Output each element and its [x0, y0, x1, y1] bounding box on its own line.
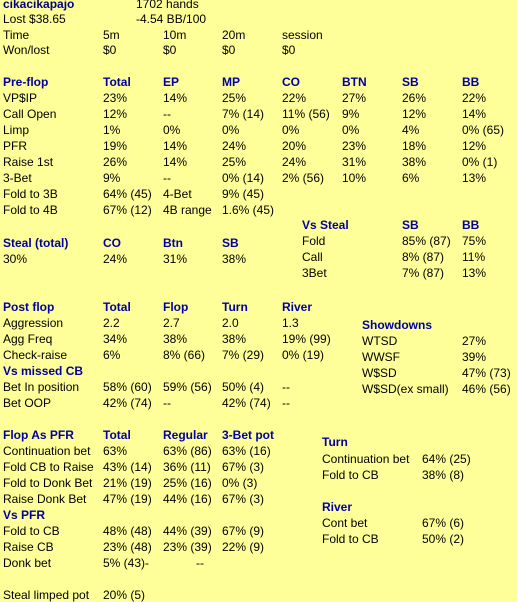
- vs-pfr-cell: 5% (43)-: [103, 556, 150, 570]
- flop-pfr-cell: 63%: [103, 444, 128, 458]
- postflop-cell: 6%: [103, 348, 121, 362]
- vs-pfr-title: Vs PFR: [3, 508, 46, 522]
- postflop-cell: 7% (29): [222, 348, 265, 362]
- preflop-row-label: Raise 1st: [3, 155, 54, 169]
- preflop-cell: 27%: [342, 91, 367, 105]
- preflop-title: Pre-flop: [3, 75, 49, 89]
- preflop-cell: 1%: [103, 123, 121, 137]
- flop-pfr-cell: 44% (16): [163, 492, 212, 506]
- preflop-cell: 25%: [222, 155, 247, 169]
- showdowns-title: Showdowns: [362, 318, 432, 332]
- preflop-row-label: Call Open: [3, 107, 57, 121]
- missed-cb-cell: 59% (56): [163, 380, 212, 394]
- steal-total-title: Steal (total): [3, 236, 69, 250]
- postflop-title: Post flop: [3, 300, 55, 314]
- steal-sb-value: 38%: [222, 252, 247, 266]
- preflop-header-total: Total: [103, 75, 131, 89]
- turn-cell: 38% (8): [422, 468, 465, 482]
- flop-pfr-cell: 63% (16): [222, 444, 271, 458]
- wonlost-10m: $0: [163, 43, 177, 57]
- postflop-row-label: Aggression: [3, 316, 64, 330]
- postflop-cell: 34%: [103, 332, 128, 346]
- preflop-cell: 7% (14): [222, 107, 265, 121]
- preflop-cell: 23%: [103, 91, 128, 105]
- turn-row-label: Continuation bet: [322, 452, 410, 466]
- preflop-cell: 12%: [103, 107, 128, 121]
- preflop-header-co: CO: [282, 75, 300, 89]
- preflop-cell: 24%: [282, 155, 307, 169]
- postflop-row-label: Check-raise: [3, 348, 68, 362]
- preflop-header-bb: BB: [462, 75, 480, 89]
- missed-cb-row-label: Bet In position: [3, 380, 80, 394]
- preflop-cell: 38%: [402, 155, 427, 169]
- preflop-cell: --: [163, 171, 171, 185]
- showdown-row-label: WTSD: [362, 334, 398, 348]
- bb-per-100: -4.54 BB/100: [136, 12, 207, 26]
- missed-cb-cell: 58% (60): [103, 380, 152, 394]
- preflop-cell: 31%: [342, 155, 367, 169]
- vs-steal-cell: 13%: [462, 266, 487, 280]
- preflop-row-label: PFR: [3, 139, 27, 153]
- fold-to-4b-label: Fold to 4B: [3, 203, 58, 217]
- flop-pfr-cell: 0% (3): [222, 476, 258, 490]
- time-20m: 20m: [222, 28, 246, 42]
- preflop-cell: 9%: [103, 171, 121, 185]
- river-row-label: Fold to CB: [322, 532, 379, 546]
- steal-total-value: 30%: [3, 252, 28, 266]
- flop-pfr-header-3bet: 3-Bet pot: [222, 428, 274, 442]
- wonlost-label: Won/lost: [3, 43, 50, 57]
- vs-pfr-cell: 44% (39): [163, 524, 212, 538]
- fold-to-4b-value: 67% (12): [103, 203, 152, 217]
- steal-header-sb: SB: [222, 236, 239, 250]
- steal-header-co: CO: [103, 236, 121, 250]
- vs-steal-row-label: Fold: [302, 234, 326, 248]
- vs-steal-cell: 8% (87): [402, 250, 445, 264]
- 4b-range-value: 1.6% (45): [222, 203, 275, 217]
- preflop-cell: 0% (65): [462, 123, 505, 137]
- preflop-cell: 6%: [402, 171, 420, 185]
- time-session: session: [282, 28, 323, 42]
- wonlost-20m: $0: [222, 43, 236, 57]
- preflop-header-mp: MP: [222, 75, 240, 89]
- wonlost-session: $0: [282, 43, 296, 57]
- missed-cb-cell: 42% (74): [103, 396, 152, 410]
- preflop-cell: 26%: [103, 155, 128, 169]
- steal-btn-value: 31%: [163, 252, 188, 266]
- preflop-cell: 0% (14): [222, 171, 265, 185]
- vs-pfr-cell: 23% (48): [103, 540, 152, 554]
- preflop-cell: 0%: [163, 123, 181, 137]
- preflop-cell: 25%: [222, 91, 247, 105]
- vs-steal-title: Vs Steal: [302, 218, 349, 232]
- player-name: cikacikapajo: [3, 0, 75, 11]
- flop-pfr-row-label: Continuation bet: [3, 444, 91, 458]
- vs-steal-header-sb: SB: [402, 218, 419, 232]
- flop-pfr-cell: 36% (11): [163, 460, 211, 474]
- flop-pfr-header-regular: Regular: [163, 428, 208, 442]
- preflop-cell: 12%: [402, 107, 427, 121]
- preflop-cell: 2% (56): [282, 171, 325, 185]
- river-row-label: Cont bet: [322, 516, 368, 530]
- turn-cell: 64% (25): [422, 452, 471, 466]
- preflop-cell: 24%: [222, 139, 247, 153]
- river-cell: 67% (6): [422, 516, 465, 530]
- preflop-cell: 20%: [282, 139, 307, 153]
- four-bet-label: 4-Bet: [163, 187, 192, 201]
- preflop-cell: 0%: [282, 123, 300, 137]
- vs-pfr-cell: 23% (39): [163, 540, 212, 554]
- vs-steal-row-label: 3Bet: [302, 266, 327, 280]
- flop-pfr-cell: 67% (3): [222, 492, 265, 506]
- postflop-cell: 38%: [222, 332, 247, 346]
- flop-pfr-row-label: Fold CB to Raise: [3, 460, 94, 474]
- fold-to-3b-value: 64% (45): [103, 187, 152, 201]
- 4b-range-label: 4B range: [163, 203, 212, 217]
- missed-cb-cell: --: [282, 380, 290, 394]
- steal-limped-pot-label: Steal limped pot: [3, 588, 90, 602]
- preflop-row-label: 3-Bet: [3, 171, 32, 185]
- missed-cb-cell: 42% (74): [222, 396, 271, 410]
- time-label: Time: [3, 28, 30, 42]
- vs-pfr-row-label: Fold to CB: [3, 524, 60, 538]
- postflop-header-river: River: [282, 300, 313, 314]
- vs-steal-cell: 75%: [462, 234, 487, 248]
- preflop-cell: 14%: [462, 107, 487, 121]
- flop-pfr-title: Flop As PFR: [3, 428, 74, 442]
- postflop-cell: 2.7: [163, 316, 180, 330]
- missed-cb-cell: 50% (4): [222, 380, 265, 394]
- flop-pfr-cell: 67% (3): [222, 460, 265, 474]
- postflop-cell: 1.3: [282, 316, 299, 330]
- preflop-cell: --: [163, 107, 171, 121]
- vs-steal-header-bb: BB: [462, 218, 480, 232]
- missed-cb-cell: --: [282, 396, 290, 410]
- preflop-row-label: VP$IP: [3, 91, 38, 105]
- preflop-cell: 18%: [402, 139, 427, 153]
- vs-steal-row-label: Call: [302, 250, 323, 264]
- showdown-row-label: WWSF: [362, 350, 400, 364]
- postflop-header-turn: Turn: [222, 300, 248, 314]
- steal-header-btn: Btn: [163, 236, 183, 250]
- postflop-row-label: Agg Freq: [3, 332, 53, 346]
- postflop-cell: 2.0: [222, 316, 239, 330]
- vs-pfr-cell: --: [196, 556, 204, 570]
- preflop-cell: 26%: [402, 91, 427, 105]
- preflop-header-sb: SB: [402, 75, 419, 89]
- turn-row-label: Fold to CB: [322, 468, 379, 482]
- postflop-header-total: Total: [103, 300, 131, 314]
- preflop-cell: 19%: [103, 139, 128, 153]
- hands-count: 1702 hands: [136, 0, 199, 11]
- river-title: River: [322, 500, 353, 514]
- vs-steal-cell: 85% (87): [402, 234, 451, 248]
- preflop-cell: 22%: [282, 91, 307, 105]
- missed-cb-row-label: Bet OOP: [3, 396, 52, 410]
- preflop-cell: 10%: [342, 171, 367, 185]
- preflop-cell: 0%: [342, 123, 360, 137]
- preflop-cell: 4%: [402, 123, 420, 137]
- postflop-cell: 38%: [163, 332, 188, 346]
- four-bet-value: 9% (45): [222, 187, 265, 201]
- flop-pfr-row-label: Raise Donk Bet: [3, 492, 87, 506]
- showdown-cell: 27%: [462, 334, 487, 348]
- fold-to-3b-label: Fold to 3B: [3, 187, 58, 201]
- river-cell: 50% (2): [422, 532, 465, 546]
- postflop-cell: 8% (66): [163, 348, 206, 362]
- vs-pfr-cell: 48% (48): [103, 524, 152, 538]
- preflop-cell: 13%: [462, 171, 487, 185]
- vs-pfr-row-label: Donk bet: [3, 556, 52, 570]
- preflop-cell: 14%: [163, 91, 188, 105]
- time-5m: 5m: [103, 28, 120, 42]
- preflop-cell: 12%: [462, 139, 487, 153]
- vs-missed-cb-title: Vs missed CB: [3, 364, 84, 378]
- preflop-header-ep: EP: [163, 75, 180, 89]
- postflop-cell: 19% (99): [282, 332, 331, 346]
- vs-pfr-cell: 67% (9): [222, 524, 265, 538]
- showdown-row-label: W$SD: [362, 366, 397, 380]
- vs-pfr-cell: 22% (9): [222, 540, 265, 554]
- postflop-cell: 2.2: [103, 316, 120, 330]
- preflop-cell: 0% (1): [462, 155, 498, 169]
- showdown-cell: 47% (73): [462, 366, 511, 380]
- postflop-header-flop: Flop: [163, 300, 189, 314]
- flop-pfr-cell: 21% (19): [103, 476, 152, 490]
- vs-steal-cell: 11%: [462, 250, 486, 264]
- lost-amount: Lost $38.65: [3, 12, 66, 26]
- steal-limped-pot-value: 20% (5): [103, 588, 146, 602]
- vs-pfr-row-label: Raise CB: [3, 540, 54, 554]
- steal-co-value: 24%: [103, 252, 128, 266]
- preflop-cell: 9%: [342, 107, 360, 121]
- wonlost-5m: $0: [103, 43, 117, 57]
- preflop-cell: 23%: [342, 139, 367, 153]
- flop-pfr-header-total: Total: [103, 428, 131, 442]
- preflop-cell: 11% (56): [282, 107, 330, 121]
- flop-pfr-cell: 43% (14): [103, 460, 152, 474]
- showdown-cell: 46% (56): [462, 382, 511, 396]
- preflop-cell: 14%: [163, 155, 188, 169]
- preflop-header-btn: BTN: [342, 75, 367, 89]
- turn-title: Turn: [322, 435, 348, 449]
- flop-pfr-cell: 25% (16): [163, 476, 212, 490]
- preflop-cell: 14%: [163, 139, 188, 153]
- preflop-cell: 0%: [222, 123, 240, 137]
- preflop-cell: 22%: [462, 91, 487, 105]
- preflop-row-label: Limp: [3, 123, 30, 137]
- flop-pfr-cell: 47% (19): [103, 492, 152, 506]
- flop-pfr-cell: 63% (86): [163, 444, 212, 458]
- flop-pfr-row-label: Fold to Donk Bet: [3, 476, 93, 490]
- showdown-row-label: W$SD(ex small): [362, 382, 449, 396]
- time-10m: 10m: [163, 28, 187, 42]
- vs-steal-cell: 7% (87): [402, 266, 445, 280]
- missed-cb-cell: --: [163, 396, 171, 410]
- postflop-cell: 0% (19): [282, 348, 325, 362]
- showdown-cell: 39%: [462, 350, 487, 364]
